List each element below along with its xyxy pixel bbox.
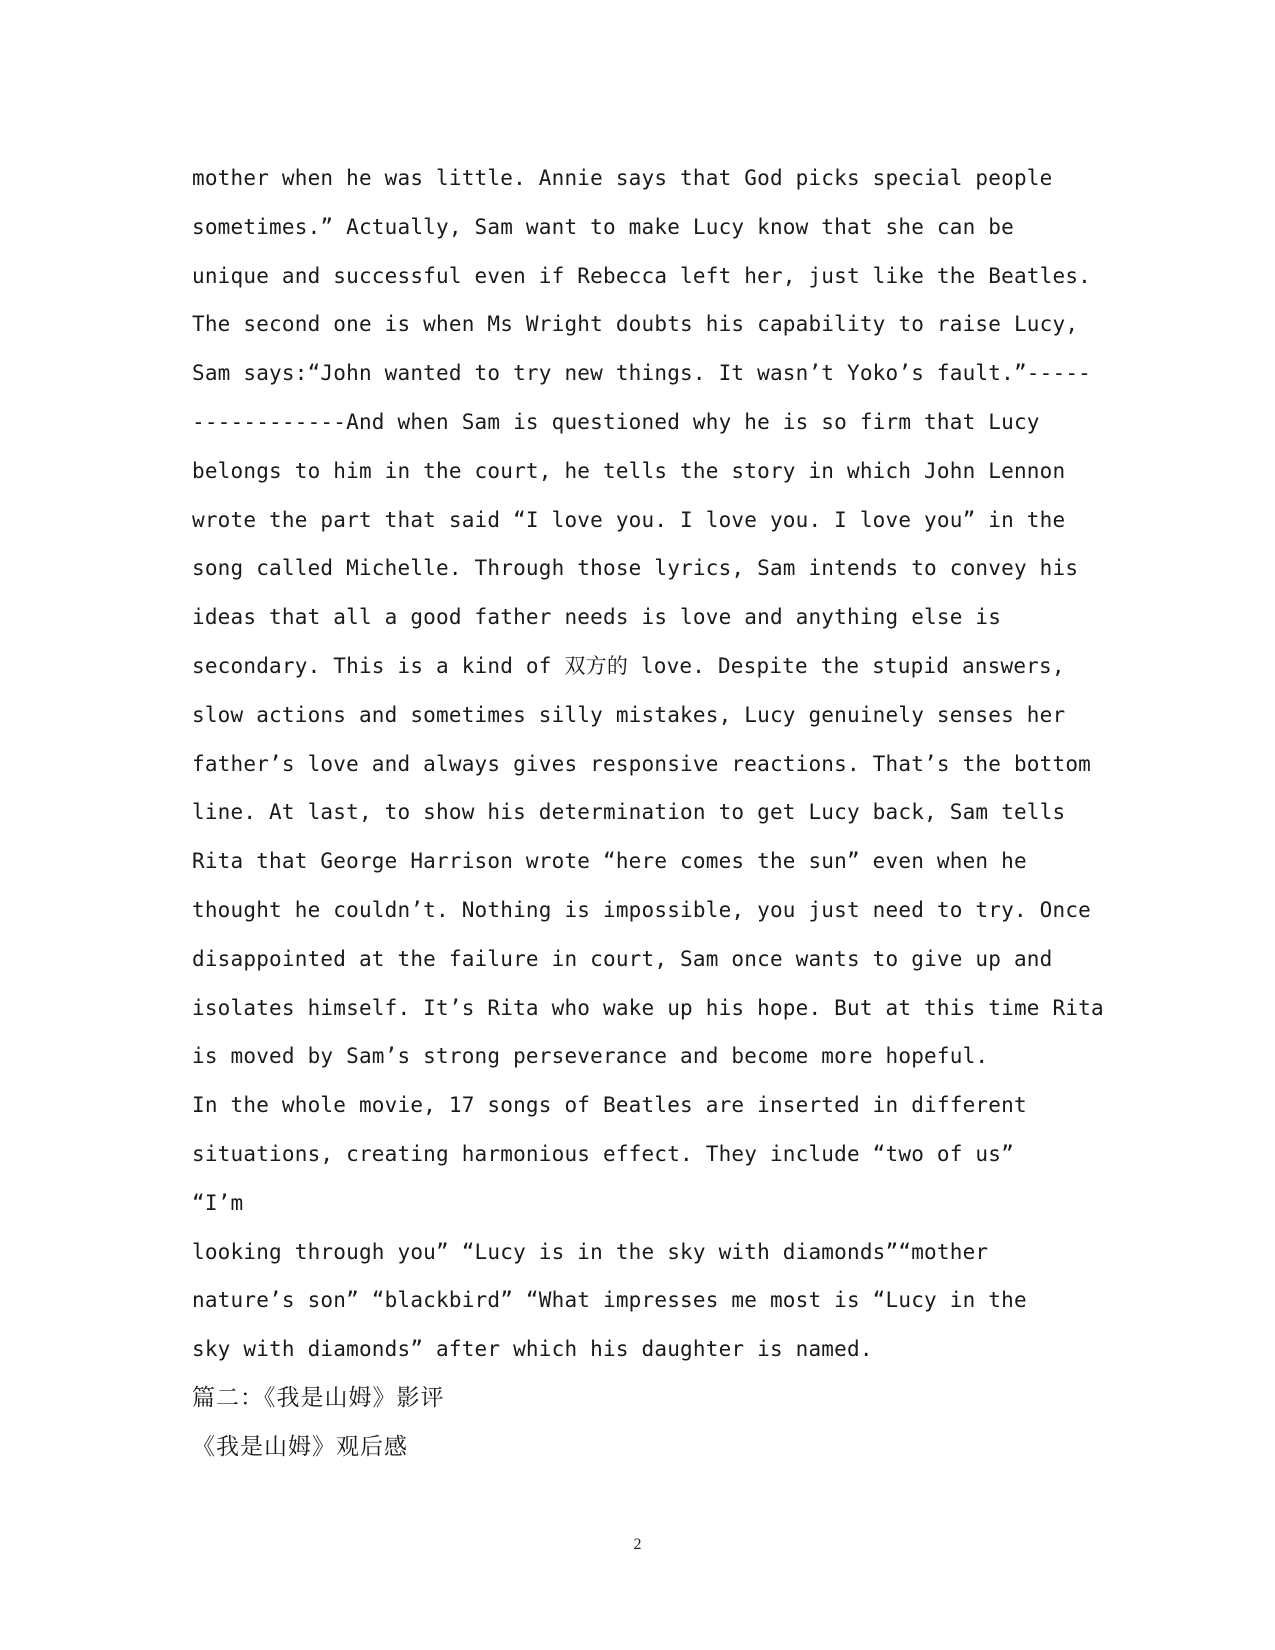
page-number: 2 — [633, 1536, 642, 1553]
text-line: line. At last, to show his determination to get Lucy back, Sam tells — [192, 800, 1066, 825]
text-line: disappointed at the failure in court, Sam once wants to give up and — [192, 946, 1053, 971]
text-line: secondary. This is a kind of 双方的 love. Despite the stupid answers, — [192, 653, 1065, 678]
text-line: situations, creating harmonious effect. They include “two of us” — [192, 1141, 1014, 1166]
text-line: father’s love and always gives responsive reactions. That’s the bottom — [192, 751, 1092, 776]
text-line: wrote the part that said “I love you. I love you. I love you” in the — [192, 507, 1066, 532]
body-text — [192, 154, 1104, 1472]
section-heading: 篇二：《我是山姆》影评 — [192, 1384, 445, 1411]
text-line: In the whole movie, 17 songs of Beatles are inserted in different — [192, 1093, 1027, 1118]
text-line: mother when he was little. Annie says that God picks special people — [192, 166, 1053, 190]
text-line: slow actions and sometimes silly mistakes, Lucy genuinely senses her — [192, 702, 1066, 727]
text-line: belongs to him in the court, he tells the story in which John Lennon — [192, 458, 1066, 483]
text-line: looking through you” “Lucy is in the sky with diamonds”“mother — [192, 1239, 989, 1264]
text-line: ideas that all a good father needs is love and anything else is — [192, 605, 1002, 630]
text-line: song called Michelle. Through those lyrics, Sam intends to convey his — [192, 556, 1079, 581]
text-line: unique and successful even if Rebecca left her, just like the Beatles. — [192, 263, 1092, 288]
text-line: isolates himself. It’s Rita who wake up his hope. But at this time Rita — [192, 995, 1104, 1020]
text-line: Rita that George Harrison wrote “here comes the sun” even when he — [192, 849, 1027, 874]
text-line: ------------And when Sam is questioned why he is so firm that Lucy — [192, 409, 1040, 434]
text-line: nature’s son” “blackbird” “What impresses me most is “Lucy in the — [192, 1288, 1027, 1313]
text-line: is moved by Sam’s strong perseverance and become more hopeful. — [192, 1044, 989, 1069]
text-line: thought he couldn’t. Nothing is impossible, you just need to try. Once — [192, 897, 1092, 922]
section-subheading: 《我是山姆》观后感 — [192, 1433, 408, 1460]
text-line: sometimes.” Actually, Sam want to make Lucy know that she can be — [192, 214, 1014, 239]
text-line: “I’m — [192, 1190, 244, 1215]
text-line: Sam says:“John wanted to try new things. It wasn’t Yoko’s fault.”----- — [192, 361, 1092, 386]
text-line: sky with diamonds” after which his daughter is named. — [192, 1337, 873, 1362]
text-line: The second one is when Ms Wright doubts his capability to raise Lucy, — [192, 312, 1079, 337]
